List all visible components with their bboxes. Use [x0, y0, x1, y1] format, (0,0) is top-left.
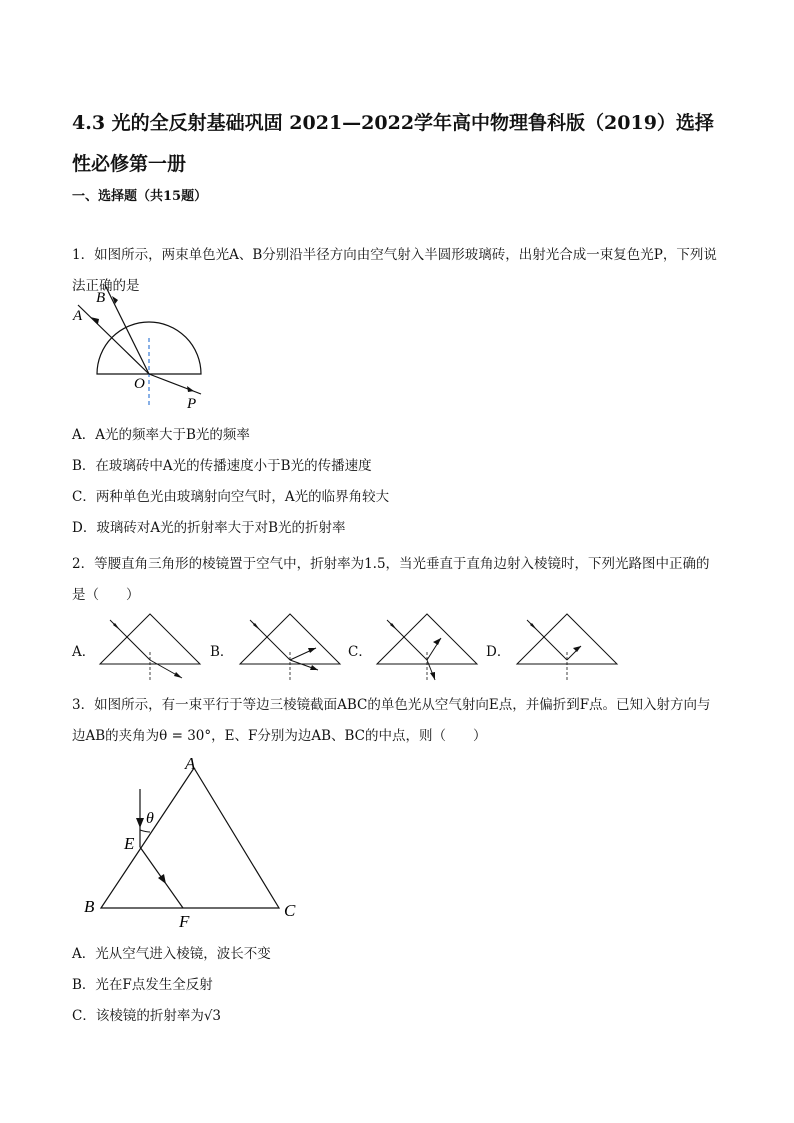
q3-option-a[interactable]: A．光从空气进入棱镜，波长不变	[72, 946, 271, 962]
q3-label-theta: θ	[146, 810, 154, 827]
q3-option-b[interactable]: B．光在F点发生全反射	[72, 977, 213, 993]
q2-option-c-label[interactable]: C．	[348, 644, 372, 660]
q3-label-a: A	[185, 754, 196, 773]
q3-label-c: C	[284, 901, 296, 920]
section-heading: 一、选择题（共15题）	[72, 189, 208, 204]
q2-option-b-label[interactable]: B．	[210, 644, 234, 660]
q1-option-d[interactable]: D．玻璃砖对A光的折射率大于对B光的折射率	[72, 520, 346, 536]
q1-label-b: B	[96, 290, 106, 306]
question-2-stem: 2．等腰直角三角形的棱镜置于空气中，折射率为1.5，当光垂直于直角边射入棱镜时，下列光路图中正确的是（ ）	[72, 556, 710, 603]
q1-option-a[interactable]: A．A光的频率大于B光的频率	[72, 427, 250, 443]
q2-option-d-label[interactable]: D．	[486, 644, 511, 660]
q2-option-b-figure[interactable]	[238, 612, 363, 684]
q3-option-c[interactable]: C．该棱镜的折射率为√3	[72, 1008, 222, 1024]
q3-label-b: B	[84, 897, 95, 916]
q2-option-c-figure[interactable]	[375, 612, 500, 684]
q1-option-b[interactable]: B．在玻璃砖中A光的传播速度小于B光的传播速度	[72, 458, 372, 474]
q2-option-d-figure[interactable]	[515, 612, 640, 684]
q2-option-a-figure[interactable]	[98, 612, 223, 684]
question-1-stem: 1．如图所示，两束单色光A、B分别沿半径方向由空气射入半圆形玻璃砖，出射光合成一束复色光P，下列说法正确的是	[72, 247, 717, 294]
q3-label-f: F	[179, 912, 190, 931]
q3-label-e: E	[124, 834, 135, 853]
page-title: 4.3 光的全反射基础巩固 2021—2022学年高中物理鲁科版（2019）选择性必修第一册	[72, 112, 714, 175]
question-3-stem: 3．如图所示，有一束平行于等边三棱镜截面ABC的单色光从空气射向E点，并偏折到F点。已知入射方向与边AB的夹角为θ = 30°，E、F分别为边AB、BC的中点，则（ ）	[72, 697, 711, 744]
question-1-figure	[70, 282, 220, 412]
q1-label-p: P	[187, 396, 197, 412]
q1-label-a: A	[73, 308, 83, 324]
question-3-figure	[80, 752, 310, 932]
q1-label-o: O	[134, 376, 145, 392]
q2-option-a-label[interactable]: A．	[72, 644, 96, 660]
q1-option-c[interactable]: C．两种单色光由玻璃射向空气时，A光的临界角较大	[72, 489, 390, 505]
